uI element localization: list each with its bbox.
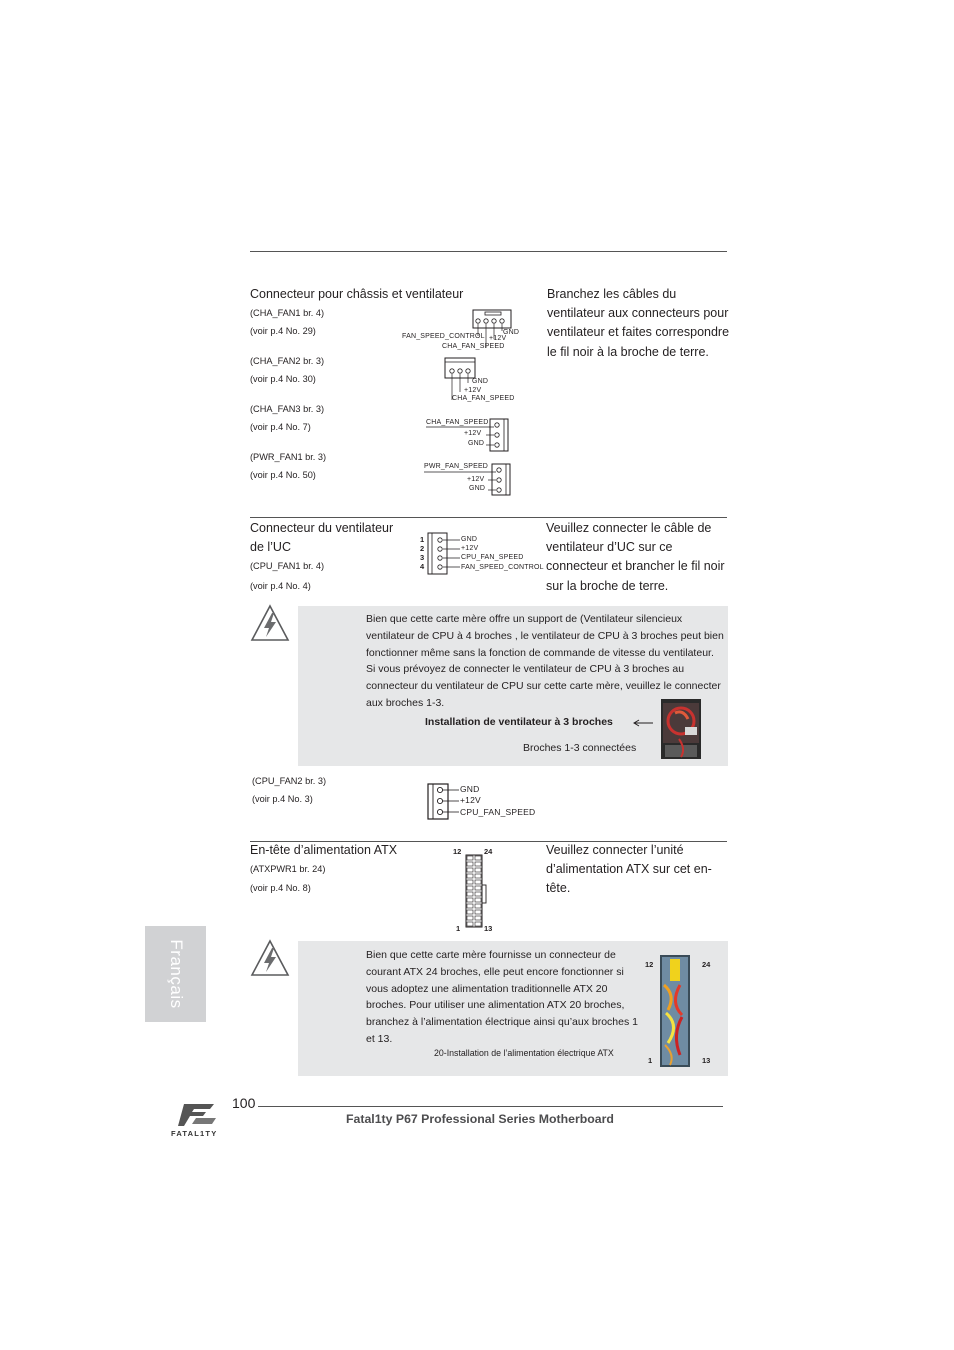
cha-fan1-gnd: GND (503, 329, 520, 336)
page-number: 100 (232, 1095, 256, 1111)
language-tab-label: Français (166, 939, 186, 1009)
cha-fan1-12v: +12V (489, 335, 507, 342)
cpu-fan1-pin1-name: GND (461, 536, 478, 543)
atx-pin-cell (467, 886, 473, 890)
cpu-fan1-ref: (voir p.4 No. 4) (250, 581, 311, 591)
cpu-fan1-pin2-num: 2 (420, 544, 425, 553)
atx-pin-12: 12 (453, 847, 462, 856)
pwr-fan1-ref: (voir p.4 No. 50) (250, 470, 316, 480)
atx-pin-cell (467, 922, 473, 926)
fatal1ty-logo-icon (170, 1102, 228, 1130)
fatal1ty-logo (170, 1102, 228, 1140)
cpu-fan2-speed: CPU_FAN_SPEED (460, 807, 536, 817)
atx-photo (645, 952, 717, 1070)
section4-description: Veuillez connecter l’unité d’alimentation ATX sur cet en-tête. (546, 843, 712, 896)
pwr-fan1-diagram (422, 462, 514, 498)
cpu-fan1-pin4-name: FAN_SPEED_CONTROL (461, 564, 544, 571)
cha-fan1-speed: CHA_FAN_SPEED (442, 343, 505, 350)
cpu-fan2-ref: (voir p.4 No. 3) (252, 794, 313, 804)
atx-pin-cell (467, 880, 473, 884)
atx-pin-cell (467, 856, 473, 860)
atx-pin-cell (475, 904, 481, 908)
cha-fan3-speed: CHA_FAN_SPEED (426, 419, 489, 426)
atx-connector-icon (450, 845, 500, 935)
cpu-fan1-label: (CPU_FAN1 br. 4) (250, 561, 325, 571)
atx-note-text: Bien que cette carte mère fournisse un connecteur de courant ATX 24 broches, elle peut encore fonctionner si vous adoptez une alimentation traditionnelle ATX 20 broches. Pour utiliser une alimentation ATX 20 broches, branchez à l’alimentation électrique ainsi qu’aux broches 1 et 13. (366, 949, 638, 1045)
cha-fan3-label: (CHA_FAN3 br. 3) (250, 404, 325, 414)
section1-rule (250, 517, 727, 518)
cha-fan1-fan-speed-control: FAN_SPEED_CONTROL (402, 333, 485, 340)
fatal1ty-logo-text: FATAL1TY (171, 1129, 218, 1138)
cha-fan2-12v: +12V (464, 387, 482, 394)
cpu-fan1-pin3-num: 3 (420, 553, 425, 562)
pwr-fan1-speed: PWR_FAN_SPEED (424, 463, 489, 470)
atx-pin-cell (475, 910, 481, 914)
atx-pin-cell (475, 886, 481, 890)
cpu-fan-note-text: Bien que cette carte mère offre un support de (Ventilateur silencieux ventilateur de CPU à 4 broches , le ventilateur de CPU à 3 broches peut bien fonctionner même sans la fonction de commande de vitesse du ventilateur. Si vous prévoyez de connecter le ventilateur de CPU à 3 broches au connecteur du ventilateur de CPU sur cette carte mère, veuillez le connecter aux broches 1-3. (366, 613, 724, 709)
atx-pin-cell (475, 898, 481, 902)
atxpwr1-ref: (voir p.4 No. 8) (250, 883, 311, 893)
atx-connector-diagram (450, 845, 500, 935)
pwr-fan1-label: (PWR_FAN1 br. 3) (250, 452, 327, 462)
atx-pin-cell (467, 868, 473, 872)
cha-fan1-label: (CHA_FAN1 br. 4) (250, 308, 325, 318)
atx-photo-pin-24: 24 (702, 960, 711, 969)
cpu-fan-note-caption2: Broches 1-3 connectées (523, 742, 637, 754)
cha-fan2-label: (CHA_FAN2 br. 3) (250, 356, 325, 366)
section2-title-line2: de l’UC (250, 540, 291, 554)
cha-fan2-gnd: GND (472, 378, 489, 385)
warning-icon (249, 938, 291, 978)
atx-pin-cell (467, 898, 473, 902)
cpu-fan2-label: (CPU_FAN2 br. 3) (252, 776, 327, 786)
section2-description: Veuillez connecter le câble de ventilateur d’UC sur ce connecteur et brancher le fil noir sur la broche de terre. (546, 521, 725, 593)
cpu-fan1-pin1-num: 1 (420, 535, 425, 544)
atx-pin-cell (475, 874, 481, 878)
section4-title: En-tête d’alimentation ATX (250, 843, 398, 857)
arrow-left-icon (632, 719, 654, 727)
atx-pin-cell (467, 862, 473, 866)
cha-fan3-ref: (voir p.4 No. 7) (250, 422, 311, 432)
atxpwr1-label: (ATXPWR1 br. 24) (250, 864, 326, 874)
cpu-fan1-pin3-name: CPU_FAN_SPEED (461, 554, 524, 561)
cpu-fan1-pin2-name: +12V (461, 545, 479, 552)
cpu-fan-photo-icon (661, 699, 701, 759)
atx-pin-cell (467, 904, 473, 908)
pwr-fan1-12v: +12V (467, 476, 485, 483)
section2-title-line1: Connecteur du ventilateur (250, 521, 394, 535)
atx-pin-24: 24 (484, 847, 493, 856)
atx-photo-pin-12: 12 (645, 960, 654, 969)
language-tab (145, 926, 206, 1022)
cha-fan3-gnd: GND (468, 440, 485, 447)
cha-fan2-ref: (voir p.4 No. 30) (250, 374, 316, 384)
atx-pin-cell (467, 892, 473, 896)
cpu-fan1-diagram (418, 532, 544, 576)
atx-pin-cell (475, 868, 481, 872)
footer-title: Fatal1ty P67 Professional Series Motherboard (346, 1112, 614, 1126)
atx-note-caption: 20-Installation de l’alimentation électrique ATX (434, 1048, 614, 1058)
cpu-fan1-pin4-num: 4 (420, 562, 425, 571)
cpu-fan-note-caption-bold: Installation de ventilateur à 3 broches (425, 716, 613, 728)
cha-fan2-speed: CHA_FAN_SPEED (452, 395, 515, 402)
cha-fan2-diagram (440, 356, 530, 406)
cha-fan3-12v: +12V (464, 430, 482, 437)
atx-pin-cell (467, 916, 473, 920)
atx-photo-pin-13: 13 (702, 1056, 711, 1065)
pwr-fan1-gnd: GND (469, 485, 486, 492)
atx-pin-cell (467, 874, 473, 878)
cha-fan1-ref: (voir p.4 No. 29) (250, 326, 316, 336)
cpu-fan2-12v: +12V (460, 795, 481, 805)
section1-title: Connecteur pour châssis et ventilateur (250, 287, 464, 301)
cpu-fan2-gnd: GND (460, 784, 480, 794)
cha-fan1-diagram (400, 308, 525, 354)
atx-pin-cell (475, 922, 481, 926)
atx-pin-cell (475, 856, 481, 860)
atx-latch (482, 885, 486, 903)
atx-pin-cell (475, 892, 481, 896)
cha-fan3-diagram (424, 416, 514, 454)
atx-photo-icon (660, 955, 690, 1067)
top-rule (250, 251, 727, 252)
section1-description: Branchez les câbles du ventilateur aux connecteurs pour ventilateur et faites correspondre le fil noir à la broche de terre. (547, 287, 730, 359)
atx-pin-cell (475, 916, 481, 920)
atx-pin-cell (475, 862, 481, 866)
atx-pin-1: 1 (456, 924, 461, 933)
warning-icon (249, 603, 291, 643)
atx-photo-pin-1: 1 (648, 1056, 653, 1065)
atx-pin-13: 13 (484, 924, 493, 933)
footer-rule (258, 1106, 723, 1107)
atx-pin-cell (467, 910, 473, 914)
atx-pin-cell (475, 880, 481, 884)
cpu-fan2-diagram (426, 782, 536, 822)
